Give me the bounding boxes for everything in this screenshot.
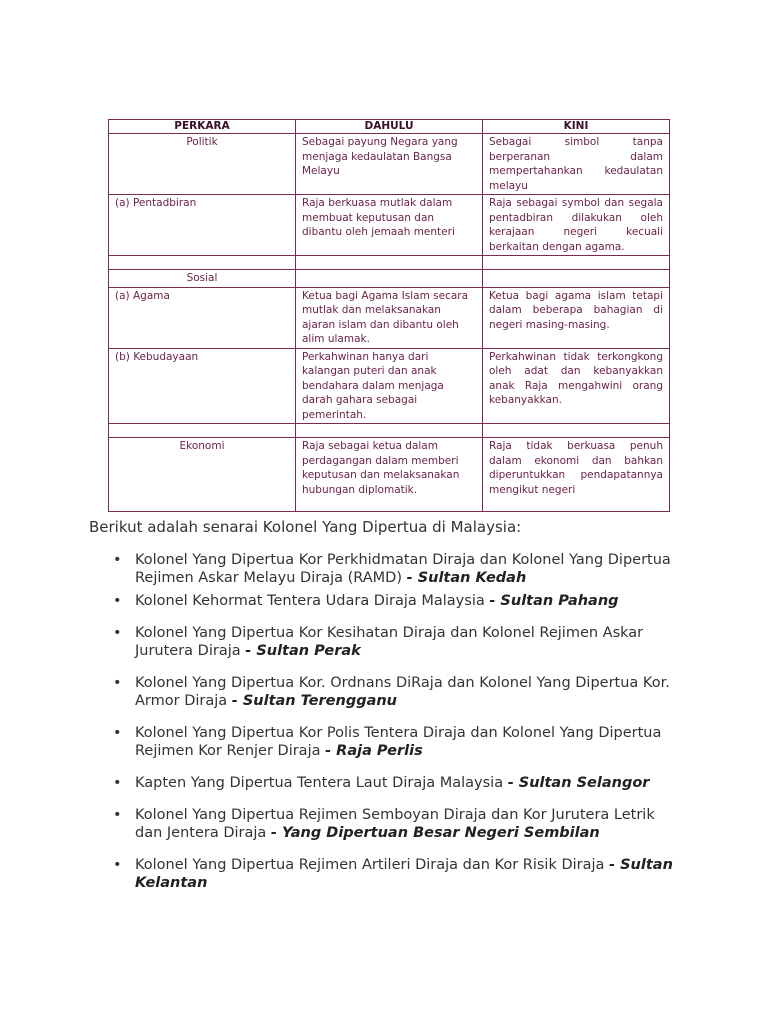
kolonel-title: Kolonel Yang Dipertua Kor. Ordnans DiRaja dan Kolonel Yang Dipertua Kor. Armor Diraja — [135, 675, 670, 709]
table-row — [109, 134, 670, 195]
cell-kini: Sebagai simbol tanpa berperanan dalam mempertahankan kedaulatan melayu — [483, 134, 670, 195]
cell-dahulu: Raja sebagai ketua dalam perdagangan dalam memberi keputusan dan melaksanakan hubungan diplomatik. — [296, 438, 483, 512]
header-perkara: PERKARA — [109, 120, 296, 134]
bullet-icon: • — [113, 593, 122, 609]
bullet-icon: • — [113, 807, 122, 823]
list-item — [113, 806, 673, 842]
table-spacer-row — [109, 256, 670, 270]
cell-kini: Raja sebagai symbol dan segala pentadbiran dilakukan oleh kerajaan negeri kecuali berkaitan dengan agama. — [483, 195, 670, 256]
table-spacer-row — [109, 424, 670, 438]
table-row — [109, 270, 670, 288]
kolonel-title: Kolonel Yang Dipertua Kor Kesihatan Diraja dan Kolonel Rejimen Askar Jurutera Diraja — [135, 625, 644, 659]
cell-dahulu — [296, 270, 483, 288]
list-item — [113, 551, 673, 587]
bullet-icon: • — [113, 775, 122, 791]
cell-kini — [483, 270, 670, 288]
kolonel-title: Kolonel Yang Dipertua Rejimen Artileri Diraja dan Kor Risik Diraja — [135, 857, 605, 873]
kolonel-ruler: - Raja Perlis — [325, 743, 423, 759]
table-row — [109, 287, 670, 348]
bullet-icon: • — [113, 857, 122, 873]
list-item — [113, 856, 673, 892]
kolonel-ruler: - Sultan Pahang — [489, 593, 619, 609]
kolonel-title: Kolonel Kehormat Tentera Udara Diraja Malaysia — [135, 593, 485, 609]
kolonel-title: Kolonel Yang Dipertua Kor Perkhidmatan Diraja dan Kolonel Yang Dipertua Rejimen Askar Melayu Diraja (RAMD) — [135, 552, 671, 586]
cell-kini: Perkahwinan tidak terkongkong oleh adat dan kebanyakkan anak Raja mengahwini orang kebanyakkan. — [483, 348, 670, 424]
perkara-table — [108, 119, 670, 512]
header-dahulu: DAHULU — [296, 120, 483, 134]
table-row — [109, 348, 670, 424]
cell-perkara: Ekonomi — [109, 438, 296, 512]
table-row — [109, 195, 670, 256]
list-item — [113, 674, 673, 710]
cell-kini: Ketua bagi agama islam tetapi dalam beberapa bahagian di negeri masing-masing. — [483, 287, 670, 348]
cell-perkara: Sosial — [109, 270, 296, 288]
kolonel-ruler: - Sultan Terengganu — [231, 693, 398, 709]
list-item — [113, 624, 673, 660]
list-item — [113, 724, 673, 760]
kolonel-list — [113, 551, 673, 892]
cell-dahulu: Raja berkuasa mutlak dalam membuat keputusan dan dibantu oleh jemaah menteri — [296, 195, 483, 256]
kolonel-ruler: - Sultan Selangor — [507, 775, 650, 791]
kolonel-title: Kolonel Yang Dipertua Rejimen Semboyan Diraja dan Kor Jurutera Letrik dan Jentera Diraja — [135, 807, 655, 841]
cell-perkara: (a) Pentadbiran — [109, 195, 296, 256]
bullet-icon: • — [113, 725, 122, 741]
kolonel-ruler: - Sultan Kedah — [406, 570, 527, 586]
bullet-icon: • — [113, 552, 122, 568]
bullet-icon: • — [113, 675, 122, 691]
list-item — [113, 774, 673, 792]
kolonel-ruler: - Yang Dipertuan Besar Negeri Sembilan — [270, 825, 600, 841]
cell-dahulu: Perkahwinan hanya dari kalangan puteri dan anak bendahara dalam menjaga darah gahara sebagai pemerintah. — [296, 348, 483, 424]
kolonel-ruler: - Sultan Perak — [245, 643, 361, 659]
table-header-row — [109, 120, 670, 134]
cell-dahulu: Ketua bagi Agama Islam secara mutlak dan melaksanakan ajaran islam dan dibantu oleh alim ulamak. — [296, 287, 483, 348]
cell-perkara: Politik — [109, 134, 296, 195]
bullet-icon: • — [113, 625, 122, 641]
kolonel-title: Kapten Yang Dipertua Tentera Laut Diraja Malaysia — [135, 775, 504, 791]
header-kini: KINI — [483, 120, 670, 134]
intro-text: Berikut adalah senarai Kolonel Yang Dipertua di Malaysia: — [89, 518, 522, 536]
list-item — [113, 592, 673, 610]
cell-perkara: (b) Kebudayaan — [109, 348, 296, 424]
cell-dahulu: Sebagai payung Negara yang menjaga kedaulatan Bangsa Melayu — [296, 134, 483, 195]
kolonel-ruler: - Sultan Kelantan — [135, 857, 673, 891]
kolonel-title: Kolonel Yang Dipertua Kor Polis Tentera Diraja dan Kolonel Yang Dipertua Rejimen Kor Renjer Diraja — [135, 725, 662, 759]
cell-perkara: (a) Agama — [109, 287, 296, 348]
table-row — [109, 438, 670, 512]
cell-kini: Raja tidak berkuasa penuh dalam ekonomi dan bahkan diperuntukkan pendapatannya mengikut negeri — [483, 438, 670, 512]
